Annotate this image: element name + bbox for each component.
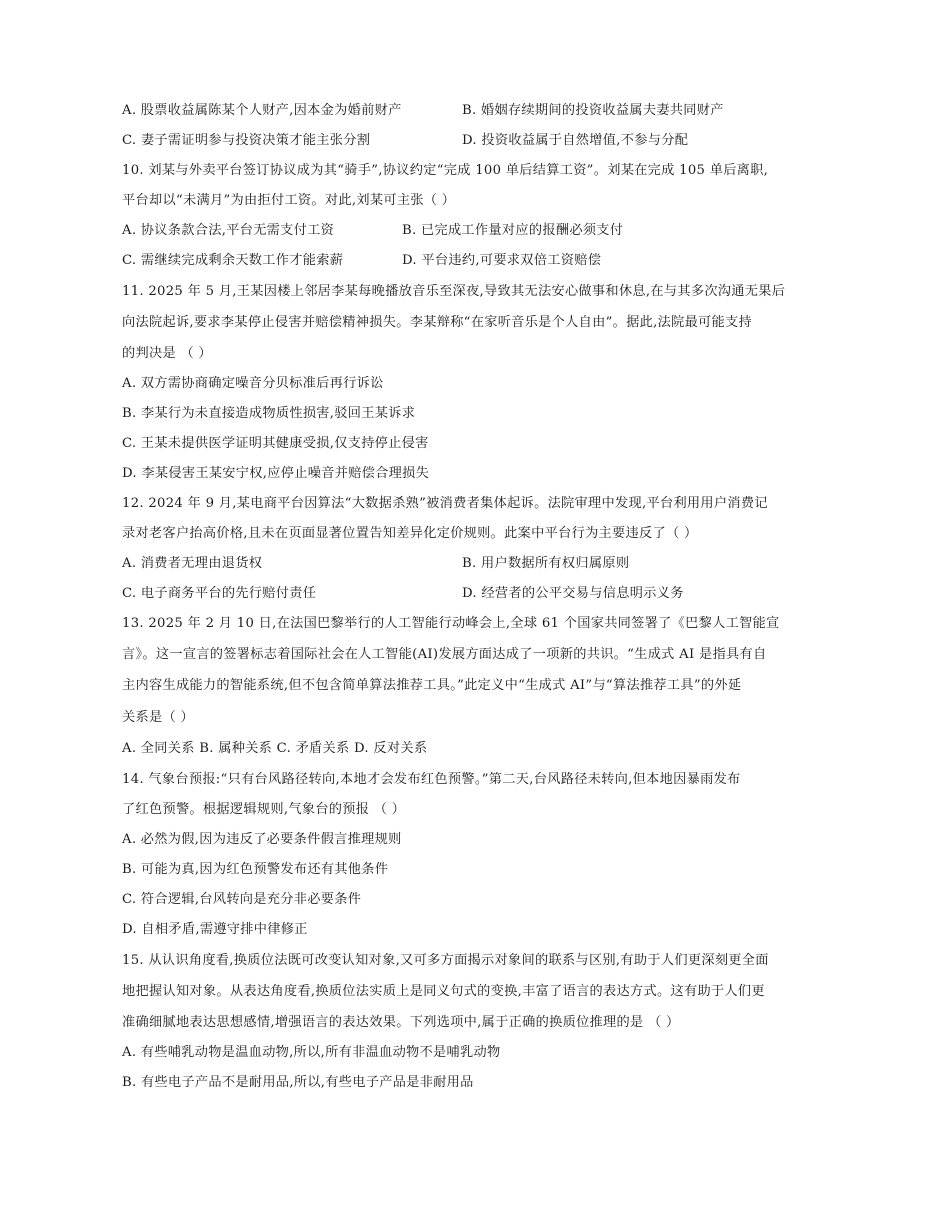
q9-option-d: D. 投资收益属于自然增值,不参与分配: [462, 133, 689, 148]
q13-options: A. 全同关系 B. 属种关系 C. 矛盾关系 D. 反对关系: [122, 741, 428, 756]
q11-option-b: B. 李某行为未直接造成物质性损害,驳回王某诉求: [122, 406, 416, 421]
q12-option-a: A. 消费者无理由退货权: [122, 556, 263, 571]
q9-option-c: C. 妻子需证明参与投资决策才能主张分割: [122, 133, 371, 148]
q15-stem-line-3: 准确细腻地表达思想感情,增强语言的表达效果。下列选项中,属于正确的换质位推理的是 （ ）: [122, 1015, 680, 1030]
q12-stem-line-2: 录对老客户抬高价格,且未在页面显著位置告知差异化定价规则。此案中平台行为主要违反了（ ）: [122, 526, 698, 541]
q15-option-a: A. 有些哺乳动物是温血动物,所以,所有非温血动物不是哺乳动物: [122, 1045, 501, 1060]
q15-stem-line-1: 15. 从认识角度看,换质位法既可改变认知对象,又可多方面揭示对象间的联系与区别,有助于人们更深刻更全面: [122, 953, 769, 968]
q13-stem-line-2: 言》。这一宣言的签署标志着国际社会在人工智能(AI)发展方面达成了一项新的共识。“生成式 AI 是指具有自: [122, 647, 767, 662]
q12-option-c: C. 电子商务平台的先行赔付责任: [122, 586, 317, 601]
q11-option-a: A. 双方需协商确定噪音分贝标准后再行诉讼: [122, 376, 384, 391]
q11-stem-line-3: 的判决是 （ ）: [122, 346, 212, 361]
q14-stem-line-2: 了红色预警。根据逻辑规则,气象台的预报 （ ）: [122, 802, 406, 817]
q10-stem-line-2: 平台却以“未满月”为由拒付工资。对此,刘某可主张（ ）: [122, 193, 456, 208]
q13-stem-line-1: 13. 2025 年 2 月 10 日,在法国巴黎举行的人工智能行动峰会上,全球 61 个国家共同签署了《巴黎人工智能宣: [122, 616, 780, 631]
q13-stem-line-4: 关系是（ ）: [122, 710, 194, 725]
q11-option-c: C. 王某未提供医学证明其健康受损,仅支持停止侵害: [122, 436, 429, 451]
q15-option-b: B. 有些电子产品不是耐用品,所以,有些电子产品是非耐用品: [122, 1075, 474, 1090]
q10-stem-line-1: 10. 刘某与外卖平台签订协议成为其“骑手”,协议约定“完成 100 单后结算工资”。刘某在完成 105 单后离职,: [122, 163, 769, 178]
q9-option-b: B. 婚姻存续期间的投资收益属夫妻共同财产: [462, 103, 724, 118]
q10-option-b: B. 已完成工作量对应的报酬必须支付: [402, 223, 624, 238]
q14-option-d: D. 自相矛盾,需遵守排中律修正: [122, 922, 308, 937]
q10-option-d: D. 平台违约,可要求双倍工资赔偿: [402, 253, 602, 268]
q14-option-a: A. 必然为假,因为违反了必要条件假言推理规则: [122, 832, 402, 847]
q9-option-a: A. 股票收益属陈某个人财产,因本金为婚前财产: [122, 103, 402, 118]
q11-stem-line-1: 11. 2025 年 5 月,王某因楼上邻居李某每晚播放音乐至深夜,导致其无法安心做事和休息,在与其多次沟通无果后: [122, 284, 786, 299]
q10-option-c: C. 需继续完成剩余天数工作才能索薪: [122, 253, 344, 268]
q12-option-b: B. 用户数据所有权归属原则: [462, 556, 630, 571]
q13-stem-line-3: 主内容生成能力的智能系统,但不包含简单算法推荐工具。”此定义中“生成式 AI”与“算法推荐工具”的外延: [122, 678, 742, 693]
q10-option-a: A. 协议条款合法,平台无需支付工资: [122, 223, 335, 238]
q15-stem-line-2: 地把握认知对象。从表达角度看,换质位法实质上是同义句式的变换,丰富了语言的表达方式。这有助于人们更: [122, 984, 765, 999]
q12-stem-line-1: 12. 2024 年 9 月,某电商平台因算法“大数据杀熟”被消费者集体起诉。法院审理中发现,平台利用用户消费记: [122, 496, 768, 511]
q11-stem-line-2: 向法院起诉,要求李某停止侵害并赔偿精神损失。李某辩称“在家听音乐是个人自由”。据此,法院最可能支持: [122, 315, 753, 330]
q14-stem-line-1: 14. 气象台预报:“只有台风路径转向,本地才会发布红色预警。”第二天,台风路径未转向,但本地因暴雨发布: [122, 772, 741, 787]
q14-option-c: C. 符合逻辑,台风转向是充分非必要条件: [122, 892, 362, 907]
q12-option-d: D. 经营者的公平交易与信息明示义务: [462, 586, 684, 601]
q11-option-d: D. 李某侵害王某安宁权,应停止噪音并赔偿合理损失: [122, 466, 430, 481]
q14-option-b: B. 可能为真,因为红色预警发布还有其他条件: [122, 862, 389, 877]
